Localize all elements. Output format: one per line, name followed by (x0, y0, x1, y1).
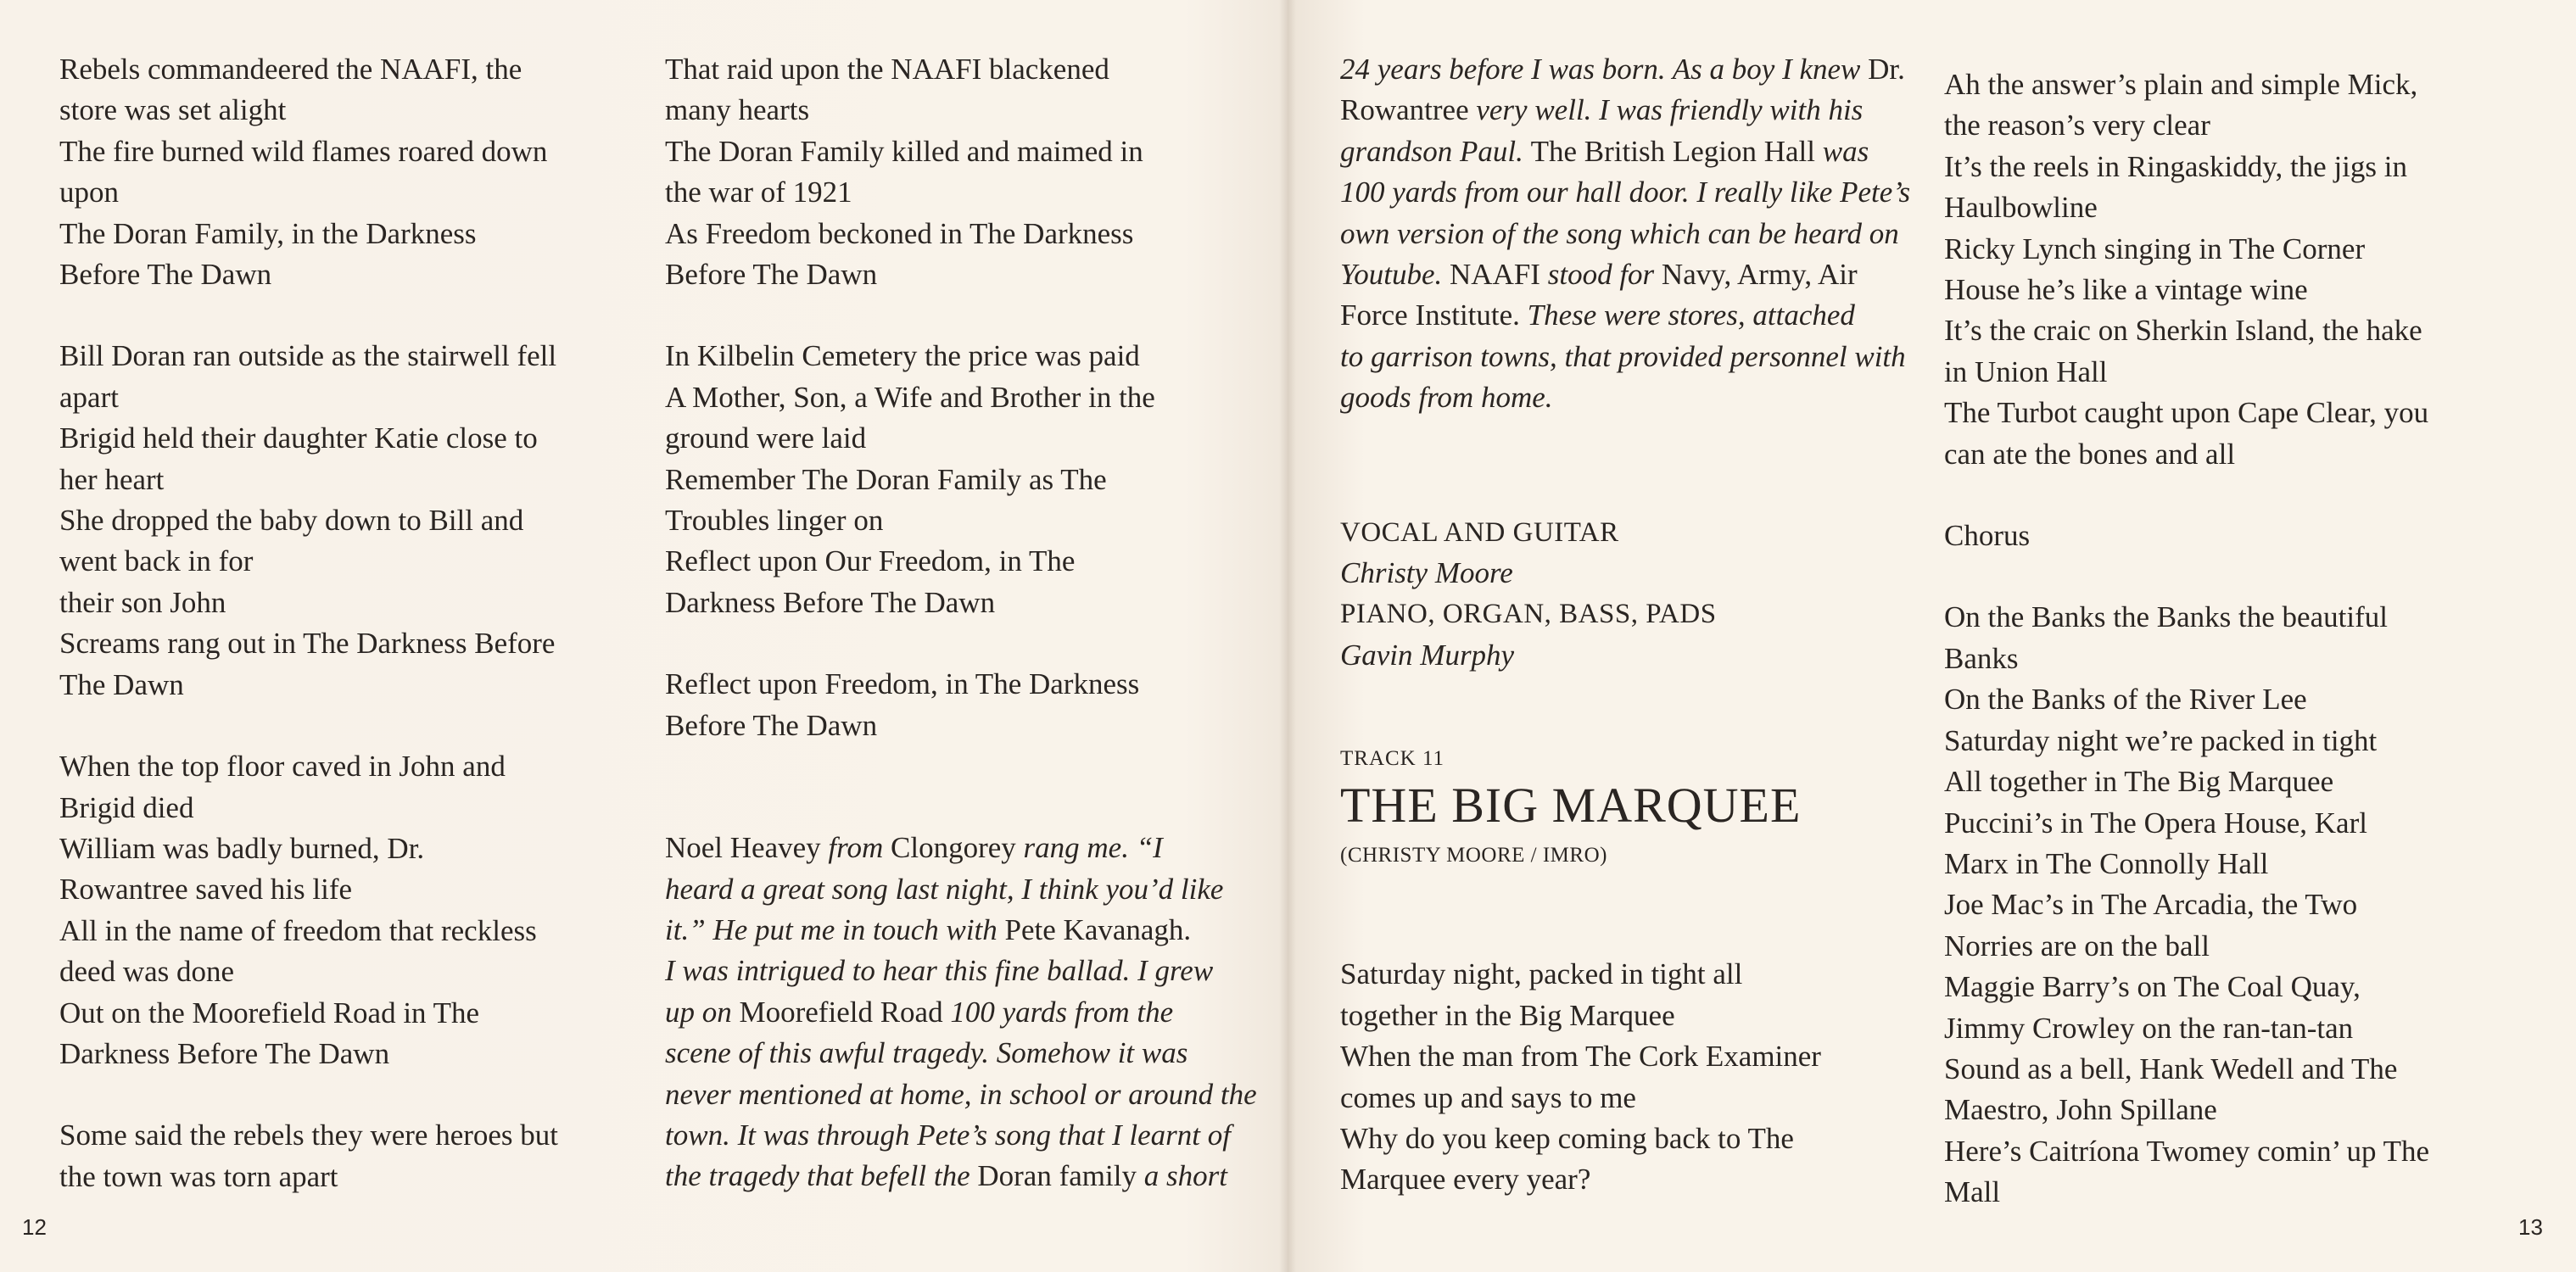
note-line (1340, 90, 1917, 131)
note-text: These were stores, attached (1527, 298, 1855, 332)
lyric-line: Mall (1944, 1175, 2001, 1209)
lyric-line: It’s the craic on Sherkin Island, the hake (1944, 314, 2422, 348)
lyric-line: Darkness Before The Dawn (59, 1036, 390, 1070)
note-text: The British Legion Hall (1530, 134, 1823, 168)
page-number-left: 12 (22, 1214, 47, 1240)
track-title: THE BIG MARQUEE (1340, 778, 1802, 834)
note-line (1340, 254, 1917, 295)
stanza-gap (665, 746, 1259, 828)
stanza-gap (665, 295, 1259, 336)
lyric-line: Here’s Caitríona Twomey comin’ up The (1944, 1134, 2429, 1168)
lyric-line: Joe Mac’s in The Arcadia, the Two (1944, 888, 2358, 922)
lyric-line: Saturday night we’re packed in tight (1944, 723, 2378, 757)
chorus-label: Chorus (1944, 519, 2031, 553)
lyric-line: Out on the Moorefield Road in The (59, 996, 480, 1029)
verse-8 (1340, 954, 1917, 1200)
lyric-line: Reflect upon Freedom, in The Darkness (665, 667, 1140, 701)
verse-9 (1944, 64, 2538, 475)
note-line: heard a great song last night, I think you’d like (665, 872, 1224, 906)
note-text: 24 years before I was born. As a boy I knew (1340, 53, 1869, 86)
lyric-line: the town was torn apart (59, 1159, 338, 1193)
note-text: 100 yards from the (950, 995, 1174, 1029)
lyric-line: When the top floor caved in John and (59, 750, 506, 784)
lyric-line: William was badly burned, Dr. (59, 831, 425, 865)
note-line: I was intrigued to hear this fine ballad. I grew (665, 954, 1214, 988)
lyric-line: She dropped the baby down to Bill and (59, 504, 524, 538)
lyric-line: House he’s like a vintage wine (1944, 273, 2308, 307)
lyric-line: Brigid died (59, 790, 194, 824)
lyric-line: Brigid held their daughter Katie close to (59, 421, 538, 455)
track-header (1340, 742, 1917, 873)
note-line (665, 992, 1259, 1033)
lyric-line: Ricky Lynch singing in The Corner (1944, 232, 2366, 265)
note-text: was (1822, 134, 1869, 168)
note-line: to garrison towns, that provided personnel with (1340, 339, 1906, 373)
lyric-line: Puccini’s in The Opera House, Karl (1944, 806, 2367, 840)
lyric-line: The Turbot caught upon Cape Clear, you (1944, 396, 2429, 430)
lyrics-column-4 (1944, 64, 2538, 1213)
lyric-line: Marquee every year? (1340, 1163, 1591, 1197)
note-text: up on (665, 995, 740, 1029)
note-text: Pete Kavanagh. (1004, 912, 1192, 946)
lyric-line: can ate the bones and all (1944, 437, 2236, 471)
lyric-line: All in the name of freedom that reckless (59, 913, 537, 947)
lyric-line: Ah the answer’s plain and simple Mick, (1944, 68, 2418, 101)
stanza-gap (1340, 676, 1917, 742)
lyric-line: in Union Hall (1944, 354, 2108, 388)
note-line: goods from home. (1340, 381, 1553, 415)
stanza-gap (1340, 873, 1917, 954)
note-text: Clongorey (883, 831, 1024, 865)
chorus (1944, 597, 2538, 1213)
note-line: own version of the song which can be heard on (1340, 216, 1899, 250)
note-text: Dr. (1868, 53, 1905, 86)
stanza-gap (1944, 475, 2538, 516)
page-number-right: 13 (2518, 1214, 2543, 1240)
lyric-line: Before The Dawn (665, 708, 878, 742)
lyric-line: Norries are on the ball (1944, 929, 2210, 962)
lyrics-column-3 (1340, 49, 1917, 1201)
lyric-line: the war of 1921 (665, 176, 852, 209)
lyric-line: store was set alight (59, 93, 287, 127)
note-line (665, 910, 1259, 951)
note-text: very well. I was friendly with his (1476, 93, 1864, 127)
note-text: grandson Paul. (1340, 134, 1531, 168)
verse-4 (59, 1115, 645, 1197)
lyric-line: Haulbowline (1944, 191, 2098, 225)
track-number: TRACK 11 (1340, 747, 1445, 771)
lyric-line: Before The Dawn (59, 258, 272, 292)
note-text: Navy, Army, Air (1661, 258, 1858, 292)
credit-name: Gavin Murphy (1340, 638, 1515, 672)
lyric-line: It’s the reels in Ringaskiddy, the jigs in (1944, 149, 2408, 183)
lyric-line: Before The Dawn (665, 258, 878, 292)
stanza-gap (59, 295, 645, 336)
lyric-line: Maestro, John Spillane (1944, 1093, 2217, 1127)
lyric-line: comes up and says to me (1340, 1080, 1636, 1114)
note-text: Noel Heavey (665, 831, 829, 865)
note-text: the tragedy that befell the (665, 1159, 978, 1193)
lyric-line: Darkness Before The Dawn (665, 585, 996, 619)
lyric-line: her heart (59, 462, 165, 496)
verse-1 (59, 49, 645, 295)
verse-5 (665, 49, 1259, 295)
lyric-line: many hearts (665, 93, 810, 127)
lyric-line: deed was done (59, 955, 235, 989)
note-line: never mentioned at home, in school or around the (665, 1077, 1257, 1111)
lyric-line: The fire burned wild flames roared down (59, 134, 548, 168)
note-line: scene of this awful tragedy. Somehow it was (665, 1036, 1188, 1070)
credit-role: PIANO, ORGAN, BASS, PADS (1340, 599, 1717, 630)
lyric-line: Some said the rebels they were heroes but (59, 1119, 559, 1152)
lyric-line: As Freedom beckoned in The Darkness (665, 216, 1134, 250)
lyric-line: In Kilbelin Cemetery the price was paid (665, 339, 1140, 373)
lyric-line: That raid upon the NAAFI blackened (665, 53, 1109, 86)
book-spine (1279, 0, 1296, 1272)
note-text: a short (1143, 1159, 1227, 1193)
lyrics-column-1 (59, 49, 645, 1197)
lyric-line: The Dawn (59, 667, 184, 701)
lyric-line: Reflect upon Our Freedom, in The (665, 544, 1076, 578)
stanza-gap (1340, 419, 1917, 512)
liner-note-part-1 (665, 828, 1259, 1197)
lyric-line: Maggie Barry’s on The Coal Quay, (1944, 970, 2361, 1004)
lyric-line: Screams rang out in The Darkness Before (59, 627, 556, 661)
note-text: Moorefield Road (739, 995, 951, 1029)
note-text: Youtube. (1340, 258, 1450, 292)
lyric-line: Banks (1944, 641, 2019, 675)
note-text: Doran family (977, 1159, 1144, 1193)
note-line (665, 1156, 1259, 1197)
lyric-line: The Doran Family, in the Darkness (59, 216, 477, 250)
lyric-line: apart (59, 380, 119, 414)
lyrics-column-2 (665, 49, 1259, 1197)
lyric-line: When the man from The Cork Examiner (1340, 1040, 1821, 1074)
verse-2 (59, 336, 645, 706)
lyric-line: On the Banks the Banks the beautiful (1944, 600, 2388, 634)
lyric-line: Sound as a bell, Hank Wedell and The (1944, 1052, 2398, 1085)
note-text: it.” He put me in touch with (665, 912, 1005, 946)
lyric-line: their son John (59, 585, 226, 619)
note-text: rang me. “I (1023, 831, 1163, 865)
credit-name: Christy Moore (1340, 556, 1513, 590)
lyric-line: Remember The Doran Family as The (665, 462, 1107, 496)
credit-role: VOCAL AND GUITAR (1340, 516, 1619, 548)
lyric-line: Jimmy Crowley on the ran-tan-tan (1944, 1011, 2354, 1045)
lyric-line: went back in for (59, 544, 254, 578)
verse-6 (665, 336, 1259, 623)
note-line (1340, 131, 1917, 172)
lyric-line: A Mother, Son, a Wife and Brother in the (665, 380, 1155, 414)
verse-3 (59, 746, 645, 1074)
stanza-gap (59, 706, 645, 746)
note-text: from (828, 831, 884, 865)
note-text: NAAFI (1450, 258, 1548, 292)
lyric-line: Troubles linger on (665, 504, 884, 538)
lyric-line: Marx in The Connolly Hall (1944, 846, 2269, 880)
lyric-line: Rebels commandeered the NAAFI, the (59, 53, 522, 86)
verse-7 (665, 664, 1259, 746)
note-text: Rowantree (1340, 93, 1477, 127)
lyric-line: All together in The Big Marquee (1944, 765, 2334, 799)
note-text: stood for (1547, 258, 1662, 292)
track-credits (1340, 512, 1917, 677)
note-text: Force Institute. (1340, 298, 1528, 332)
lyric-line: Bill Doran ran outside as the stairwell fell (59, 339, 557, 373)
stanza-gap (59, 1074, 645, 1115)
lyric-line: Saturday night, packed in tight all (1340, 957, 1743, 991)
liner-note-part-2 (1340, 49, 1917, 419)
stanza-gap (1944, 556, 2538, 597)
note-line (1340, 295, 1917, 336)
note-line (1340, 49, 1917, 90)
stanza-gap (665, 623, 1259, 664)
lyric-line: upon (59, 176, 119, 209)
lyric-line: together in the Big Marquee (1340, 998, 1675, 1032)
lyric-line: ground were laid (665, 421, 867, 455)
lyric-line: On the Banks of the River Lee (1944, 683, 2307, 717)
note-line (665, 828, 1259, 868)
note-line: 100 yards from our hall door. I really like Pete’s (1340, 176, 1911, 209)
note-line: town. It was through Pete’s song that I learnt of (665, 1118, 1231, 1152)
lyric-line: Rowantree saved his life (59, 873, 353, 907)
lyric-line: The Doran Family killed and maimed in (665, 134, 1143, 168)
lyric-line: Why do you keep coming back to The (1340, 1121, 1794, 1155)
track-songwriter: (CHRISTY MOORE / IMRO) (1340, 844, 1607, 868)
lyric-line: the reason’s very clear (1944, 109, 2210, 142)
